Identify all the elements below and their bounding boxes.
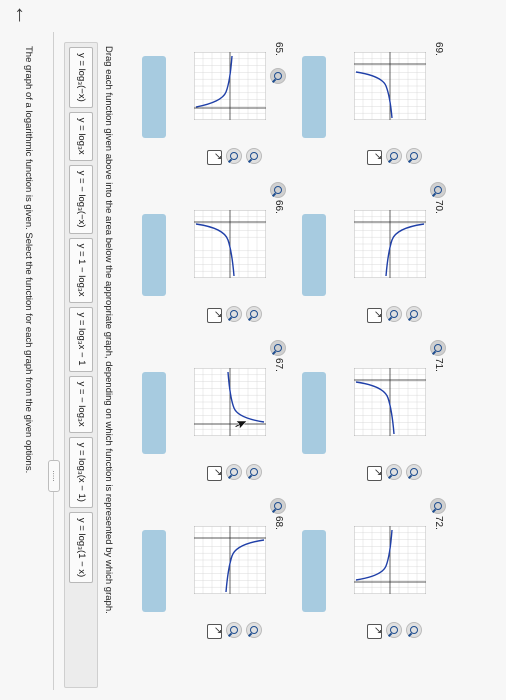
graph-plot bbox=[354, 52, 426, 120]
more-button[interactable]: ..... bbox=[48, 460, 60, 492]
drop-zone-69[interactable] bbox=[302, 56, 326, 138]
magnifier-icon[interactable] bbox=[246, 464, 262, 480]
graph-cell-71 bbox=[284, 358, 444, 508]
drop-zone-70[interactable] bbox=[302, 214, 326, 296]
option-4[interactable]: y = log₃x − 1 bbox=[69, 307, 93, 372]
graph-number: 67. bbox=[273, 358, 284, 372]
popout-icon[interactable] bbox=[207, 624, 222, 639]
magnifier-icon[interactable] bbox=[386, 464, 402, 480]
graph-cell-72 bbox=[284, 516, 444, 666]
magnifier-icon[interactable] bbox=[246, 622, 262, 638]
magnifier-icon[interactable] bbox=[246, 306, 262, 322]
option-5[interactable]: y = − log₃x bbox=[69, 376, 93, 433]
popout-icon[interactable] bbox=[367, 150, 382, 165]
graph-plot bbox=[354, 368, 426, 436]
graph-plot bbox=[354, 210, 426, 278]
option-2[interactable]: y = − log₃(−x) bbox=[69, 165, 93, 234]
drop-zone-71[interactable] bbox=[302, 372, 326, 454]
magnifier-icon[interactable] bbox=[406, 148, 422, 164]
magnifier-icon[interactable] bbox=[386, 306, 402, 322]
graph-number: 71. bbox=[433, 358, 444, 372]
graph-cell-69 bbox=[284, 42, 444, 192]
drop-zone-67[interactable] bbox=[142, 372, 166, 454]
drop-zone-68[interactable] bbox=[142, 530, 166, 612]
drop-zone-72[interactable] bbox=[302, 530, 326, 612]
magnifier-icon[interactable] bbox=[226, 464, 242, 480]
question-prompt: The graph of a logarithmic function is given. Select the function for each graph from the given options. bbox=[23, 46, 34, 474]
graph-cell-68 bbox=[124, 516, 284, 666]
magnifier-icon[interactable] bbox=[226, 306, 242, 322]
popout-icon[interactable] bbox=[367, 308, 382, 323]
graph-plot bbox=[354, 526, 426, 594]
magnifier-icon[interactable] bbox=[226, 622, 242, 638]
option-6[interactable]: y = log₃(x − 1) bbox=[69, 437, 93, 508]
popout-icon[interactable] bbox=[367, 466, 382, 481]
option-1[interactable]: y = log₃x bbox=[69, 112, 93, 161]
graph-cell-65 bbox=[124, 42, 284, 192]
divider bbox=[53, 32, 54, 690]
graph-plot bbox=[194, 526, 266, 594]
option-0[interactable]: y = log₃(−x) bbox=[69, 47, 93, 108]
graph-plot bbox=[194, 210, 266, 278]
popout-icon[interactable] bbox=[207, 308, 222, 323]
graph-number: 68. bbox=[273, 516, 284, 530]
magnifier-icon[interactable] bbox=[430, 498, 446, 514]
magnifier-icon[interactable] bbox=[246, 148, 262, 164]
magnifier-icon[interactable] bbox=[386, 622, 402, 638]
option-7[interactable]: y = log₃(1 − x) bbox=[69, 512, 93, 583]
mouse-cursor-icon bbox=[234, 420, 248, 430]
magnifier-icon[interactable] bbox=[386, 148, 402, 164]
graph-cell-70 bbox=[284, 200, 444, 350]
graph-number: 70. bbox=[433, 200, 444, 214]
options-tray bbox=[64, 42, 98, 688]
graph-plot bbox=[194, 368, 266, 436]
popout-icon[interactable] bbox=[207, 466, 222, 481]
graph-number: 65. bbox=[273, 42, 284, 56]
magnifier-icon[interactable] bbox=[430, 182, 446, 198]
graph-cell-67 bbox=[124, 358, 284, 508]
graph-number: 69. bbox=[433, 42, 444, 56]
back-arrow-icon[interactable]: ← bbox=[11, 4, 36, 26]
drop-zone-65[interactable] bbox=[142, 56, 166, 138]
instruction-text: Drag each function given above into the area below the appropriate graph, depending on which function is represented by which graph. bbox=[103, 46, 114, 614]
graph-cell-66 bbox=[124, 200, 284, 350]
graph-number: 66. bbox=[273, 200, 284, 214]
magnifier-icon[interactable] bbox=[406, 464, 422, 480]
graph-plot bbox=[194, 52, 266, 120]
magnifier-icon[interactable] bbox=[226, 148, 242, 164]
magnifier-icon[interactable] bbox=[406, 622, 422, 638]
drop-zone-66[interactable] bbox=[142, 214, 166, 296]
popout-icon[interactable] bbox=[367, 624, 382, 639]
magnifier-icon[interactable] bbox=[430, 340, 446, 356]
popout-icon[interactable] bbox=[207, 150, 222, 165]
option-3[interactable]: y = 1 − log₃x bbox=[69, 238, 93, 303]
graph-number: 72. bbox=[433, 516, 444, 530]
magnifier-icon[interactable] bbox=[406, 306, 422, 322]
